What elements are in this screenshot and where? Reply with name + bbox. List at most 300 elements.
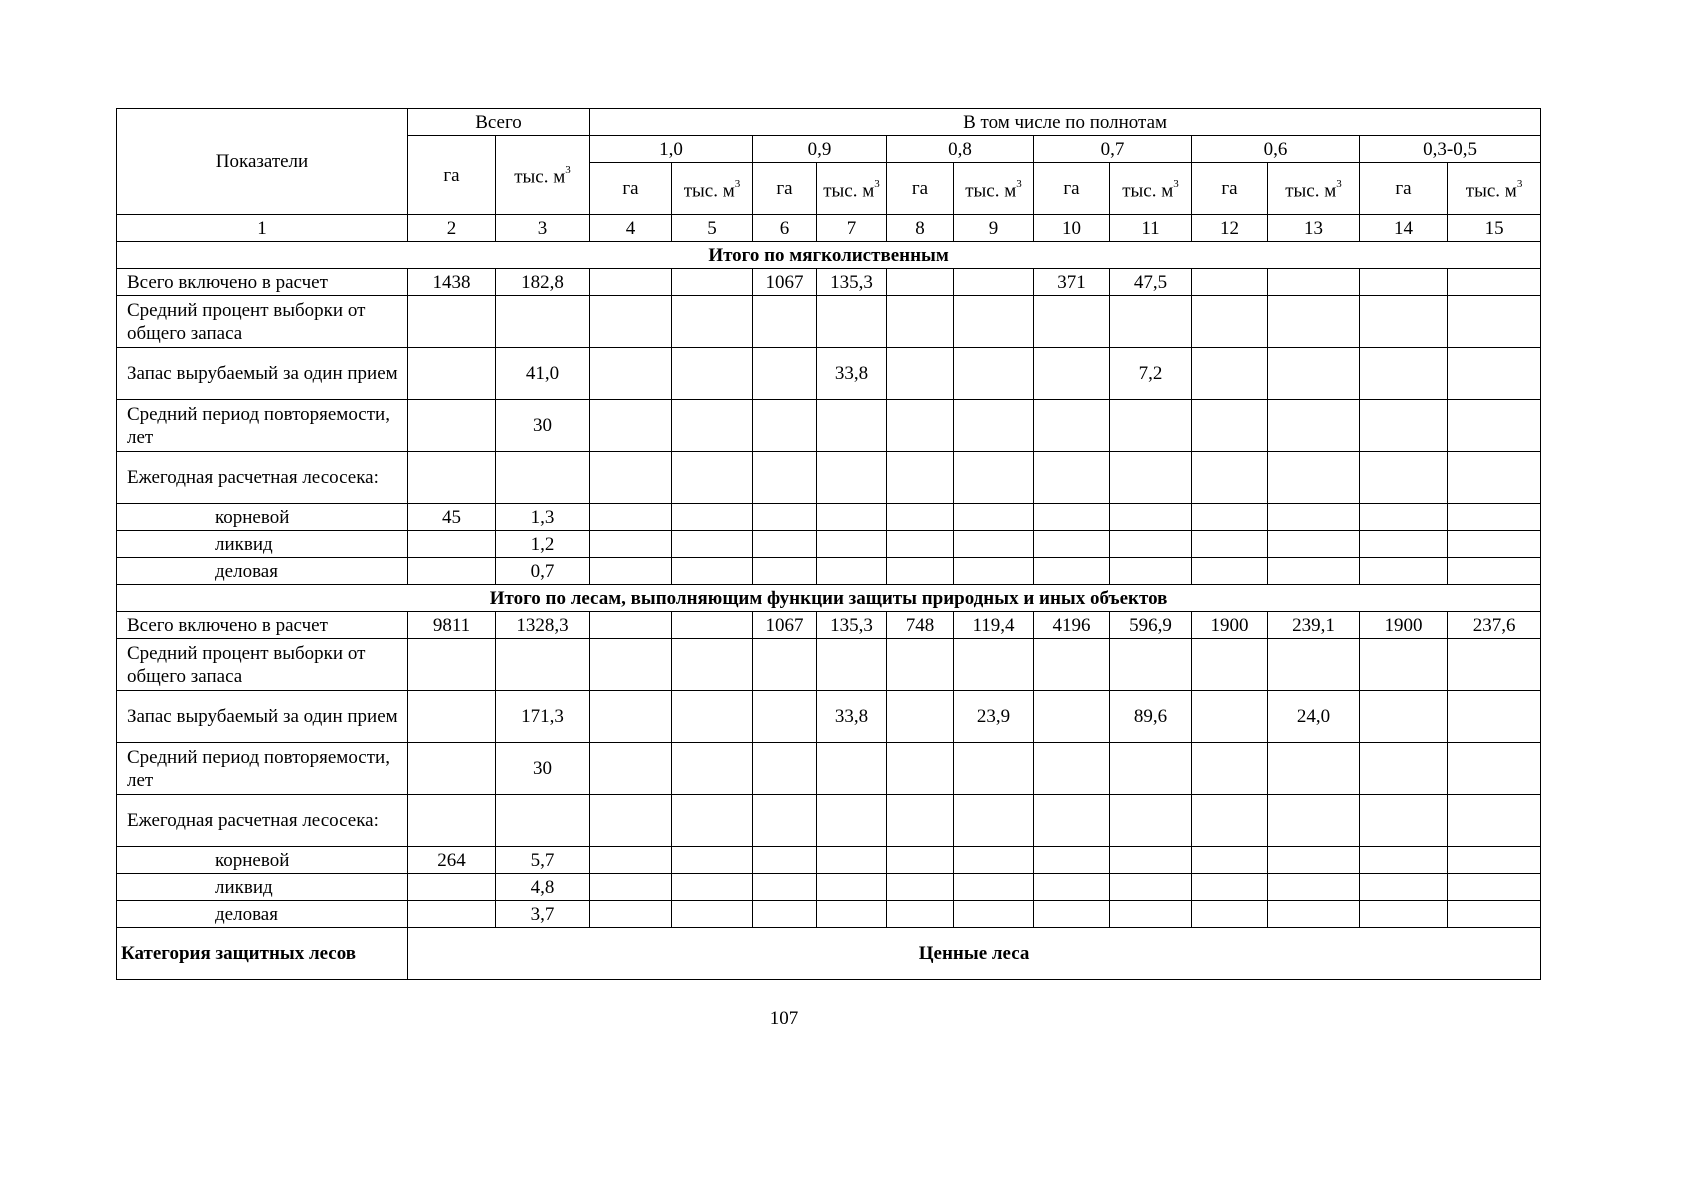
table-cell: 135,3 [817,269,887,296]
table-row [117,612,1541,639]
table-cell [1360,901,1448,928]
table-cell: 596,9 [1110,612,1192,639]
table-cell [1268,348,1360,400]
header-density: 0,6 [1192,136,1360,163]
row-label: Ежегодная расчетная лесосека: [117,795,408,847]
table-cell: 1328,3 [496,612,590,639]
table-cell [1034,795,1110,847]
table-cell [817,452,887,504]
table-cell [408,874,496,901]
row-label: ликвид [117,874,408,901]
table-cell [1034,504,1110,531]
table-cell: 4,8 [496,874,590,901]
table-cell [496,452,590,504]
table-cell [1360,795,1448,847]
table-cell [408,901,496,928]
table-cell [817,795,887,847]
table-cell [1192,901,1268,928]
table-cell [408,795,496,847]
table-cell [408,743,496,795]
table-cell [590,743,672,795]
table-cell [1110,847,1192,874]
table-cell [672,504,753,531]
table-cell: 1900 [1192,612,1268,639]
row-label: Ежегодная расчетная лесосека: [117,452,408,504]
table-cell [496,639,590,691]
table-cell [954,639,1034,691]
forest-table [116,108,1541,980]
table-cell [1448,874,1541,901]
table-cell [817,743,887,795]
table-cell [1448,795,1541,847]
table-cell: 371 [1034,269,1110,296]
table-cell [1448,558,1541,585]
header-unit-vol: тыс. $м^3$ [1448,163,1541,215]
table-cell [887,558,954,585]
table-cell [408,531,496,558]
table-cell [753,400,817,452]
table-cell [1110,639,1192,691]
table-cell [1110,504,1192,531]
table-cell [887,452,954,504]
table-cell [1034,452,1110,504]
column-number: 1 [117,215,408,242]
table-cell [1192,847,1268,874]
table-cell [954,400,1034,452]
table-cell [1192,296,1268,348]
header-density: 1,0 [590,136,753,163]
table-cell [672,847,753,874]
row-label: деловая [117,558,408,585]
row-label: Всего включено в расчет [117,612,408,639]
table-row [117,531,1541,558]
header-density: 0,8 [887,136,1034,163]
table-cell [1110,558,1192,585]
table-cell [590,400,672,452]
table-cell [1360,269,1448,296]
table-cell [1268,743,1360,795]
table-cell [887,743,954,795]
table-cell [753,847,817,874]
table-cell: 4196 [1034,612,1110,639]
column-number: 9 [954,215,1034,242]
table-cell: 45 [408,504,496,531]
table-cell [887,296,954,348]
table-cell [887,348,954,400]
table-cell [1448,847,1541,874]
row-label: Запас вырубаемый за один прием [117,691,408,743]
table-cell [590,874,672,901]
table-cell [817,558,887,585]
table-row [117,348,1541,400]
section-title: Итого по мягколиственным [117,242,1541,269]
table-cell [887,639,954,691]
table-cell [1360,639,1448,691]
table-cell [1034,400,1110,452]
table-cell [672,400,753,452]
table-cell [672,452,753,504]
table-cell [1268,504,1360,531]
table-cell [954,795,1034,847]
table-cell [1192,874,1268,901]
table-cell [672,795,753,847]
table-cell [1110,901,1192,928]
table-cell [590,296,672,348]
table-cell [954,874,1034,901]
header-unit-ha: га [590,163,672,215]
table-cell [1192,400,1268,452]
table-cell [1034,901,1110,928]
table-cell [408,348,496,400]
table-row [117,639,1541,691]
table-cell [1034,558,1110,585]
table-cell [1360,348,1448,400]
table-cell [1192,639,1268,691]
table-row [117,901,1541,928]
table-cell [887,795,954,847]
header-unit-vol: тыс. $м^3$ [1268,163,1360,215]
column-number: 2 [408,215,496,242]
table-cell [1110,400,1192,452]
table-cell [753,504,817,531]
table-row [117,400,1541,452]
table-cell [1192,691,1268,743]
table-cell: 239,1 [1268,612,1360,639]
category-row [117,928,1541,980]
table-cell [1110,795,1192,847]
column-number: 13 [1268,215,1360,242]
section-row [117,585,1541,612]
table-cell: 0,7 [496,558,590,585]
column-number: 4 [590,215,672,242]
table-cell [1448,901,1541,928]
table-cell [887,847,954,874]
table-cell: 24,0 [1268,691,1360,743]
table-cell [1448,296,1541,348]
table-cell [1034,639,1110,691]
table-cell [408,691,496,743]
table-cell [672,874,753,901]
table-cell [753,452,817,504]
table-cell [672,639,753,691]
table-row [117,691,1541,743]
table-cell [1192,795,1268,847]
row-label: ликвид [117,531,408,558]
header-unit-vol: тыс. $м^3$ [817,163,887,215]
table-cell: 3,7 [496,901,590,928]
table-cell [672,296,753,348]
table-cell [817,504,887,531]
table-cell [753,296,817,348]
table-cell [1448,743,1541,795]
column-number: 8 [887,215,954,242]
table-cell [408,639,496,691]
table-cell [590,531,672,558]
header-total-ha: га [408,136,496,215]
table-cell: 1,2 [496,531,590,558]
category-label: Категория защитных лесов [117,928,408,980]
header-indicators: Показатели [117,109,408,215]
table-cell [1448,348,1541,400]
table-cell: 1067 [753,612,817,639]
table-cell [954,901,1034,928]
table-cell [590,348,672,400]
column-number: 7 [817,215,887,242]
table-cell [496,795,590,847]
table-cell [1192,269,1268,296]
table-row [117,874,1541,901]
table-cell: 1438 [408,269,496,296]
table-cell [672,691,753,743]
column-number: 14 [1360,215,1448,242]
table-cell [1110,296,1192,348]
table-cell [1034,531,1110,558]
table-cell [1448,531,1541,558]
column-number: 12 [1192,215,1268,242]
table-cell [590,795,672,847]
table-cell [753,531,817,558]
page-number: 107 [769,1008,799,1029]
table-cell [1192,558,1268,585]
table-cell: 30 [496,743,590,795]
table-cell [1034,743,1110,795]
table-cell [954,531,1034,558]
table-cell [1448,269,1541,296]
table-cell: 41,0 [496,348,590,400]
table-cell [672,901,753,928]
table-cell: 47,5 [1110,269,1192,296]
column-number-row [117,215,1541,242]
table-cell [1110,743,1192,795]
section-row [117,242,1541,269]
table-cell: 264 [408,847,496,874]
table-cell [1268,531,1360,558]
table-cell [1360,558,1448,585]
table-cell: 23,9 [954,691,1034,743]
table-cell [1360,452,1448,504]
header-unit-ha: га [1360,163,1448,215]
table-cell [1360,847,1448,874]
table-cell [1360,743,1448,795]
table-cell [1268,901,1360,928]
table-cell [590,269,672,296]
row-label: корневой [117,847,408,874]
table-cell [1268,296,1360,348]
category-value: Ценные леса [408,928,1541,980]
table-cell [817,296,887,348]
column-number: 6 [753,215,817,242]
table-cell [817,531,887,558]
table-cell: 5,7 [496,847,590,874]
table-cell [672,348,753,400]
table-cell [1192,743,1268,795]
table-cell [590,558,672,585]
table-row [117,504,1541,531]
header-total-vol: тыс. $м^3$ [496,136,590,215]
table-cell [496,296,590,348]
table-cell: 135,3 [817,612,887,639]
header-unit-ha: га [1034,163,1110,215]
header-unit-vol: тыс. $м^3$ [672,163,753,215]
table-cell [817,874,887,901]
column-number: 11 [1110,215,1192,242]
table-cell [1034,348,1110,400]
table-cell [1360,531,1448,558]
table-cell [753,691,817,743]
row-label: деловая [117,901,408,928]
table-cell [1192,452,1268,504]
table-cell [954,504,1034,531]
table-cell [1192,348,1268,400]
table-cell [590,847,672,874]
table-cell [753,795,817,847]
table-cell [1268,400,1360,452]
header-density: 0,9 [753,136,887,163]
row-label: Средний период повторяемости, лет [117,743,408,795]
table-cell: 171,3 [496,691,590,743]
table-cell [954,558,1034,585]
table-cell [590,452,672,504]
table-cell [954,847,1034,874]
table-row [117,296,1541,348]
header-total: Всего [408,109,590,136]
table-cell [954,348,1034,400]
table-body [117,109,1541,980]
table-cell [1034,296,1110,348]
row-label: Запас вырубаемый за один прием [117,348,408,400]
table-cell [887,269,954,296]
table-cell [408,558,496,585]
table-cell [887,400,954,452]
table-cell [817,901,887,928]
table-cell [1268,847,1360,874]
table-cell [954,452,1034,504]
table-cell: 1,3 [496,504,590,531]
table-cell [1110,452,1192,504]
header-density: 0,3-0,5 [1360,136,1541,163]
column-number: 10 [1034,215,1110,242]
table-cell [817,639,887,691]
column-number: 5 [672,215,753,242]
table-cell: 1067 [753,269,817,296]
table-row [117,558,1541,585]
header-density: 0,7 [1034,136,1192,163]
table-cell [1268,874,1360,901]
column-number: 15 [1448,215,1541,242]
table-row [117,743,1541,795]
table-cell: 89,6 [1110,691,1192,743]
table-cell [1360,504,1448,531]
table-cell [1110,531,1192,558]
table-cell [954,743,1034,795]
column-number: 3 [496,215,590,242]
table-cell [408,400,496,452]
table-cell: 237,6 [1448,612,1541,639]
table-cell [753,558,817,585]
table-cell [753,874,817,901]
table-cell [672,531,753,558]
table-cell: 33,8 [817,691,887,743]
table-row [117,269,1541,296]
table-cell [887,901,954,928]
row-label: корневой [117,504,408,531]
table-cell [753,348,817,400]
table-cell [672,743,753,795]
table-cell [1448,452,1541,504]
table-cell [954,269,1034,296]
table-cell [1448,691,1541,743]
table-row [117,452,1541,504]
table-cell [408,452,496,504]
table-cell [672,558,753,585]
table-cell [1360,691,1448,743]
table-cell [408,296,496,348]
table-cell [1110,874,1192,901]
table-cell [1268,452,1360,504]
table-cell [1192,504,1268,531]
table-cell [1192,531,1268,558]
table-cell [887,874,954,901]
table-cell [817,847,887,874]
table-cell: 7,2 [1110,348,1192,400]
table-cell [954,296,1034,348]
table-cell [1448,504,1541,531]
table-cell [590,504,672,531]
table-cell: 119,4 [954,612,1034,639]
header-unit-ha: га [753,163,817,215]
table-cell [1034,691,1110,743]
table-cell [817,400,887,452]
table-row [117,847,1541,874]
table-cell [590,612,672,639]
table-cell: 1900 [1360,612,1448,639]
header-unit-ha: га [887,163,954,215]
row-label: Средний процент выборки от общего запаса [117,639,408,691]
table-cell [1034,847,1110,874]
header-unit-vol: тыс. $м^3$ [1110,163,1192,215]
header-by-density: В том числе по полнотам [590,109,1541,136]
table-cell: 9811 [408,612,496,639]
table-cell [1360,874,1448,901]
row-label: Средний период повторяемости, лет [117,400,408,452]
table-cell [1034,874,1110,901]
table-cell [753,743,817,795]
table-cell [887,504,954,531]
table-cell: 30 [496,400,590,452]
table-cell [1360,400,1448,452]
table-cell [753,901,817,928]
row-label: Средний процент выборки от общего запаса [117,296,408,348]
table-row [117,795,1541,847]
table-cell [1268,269,1360,296]
row-label: Всего включено в расчет [117,269,408,296]
table-cell [887,691,954,743]
table-cell [1360,296,1448,348]
table-cell [1268,795,1360,847]
table-cell [1448,400,1541,452]
table-cell [1448,639,1541,691]
table-cell: 748 [887,612,954,639]
table-cell [1268,639,1360,691]
table-cell [753,639,817,691]
header-unit-ha: га [1192,163,1268,215]
table-cell [672,612,753,639]
section-title: Итого по лесам, выполняющим функции защиты природных и иных объектов [117,585,1541,612]
table-cell [590,639,672,691]
table-cell: 182,8 [496,269,590,296]
table-cell [887,531,954,558]
table-cell [672,269,753,296]
